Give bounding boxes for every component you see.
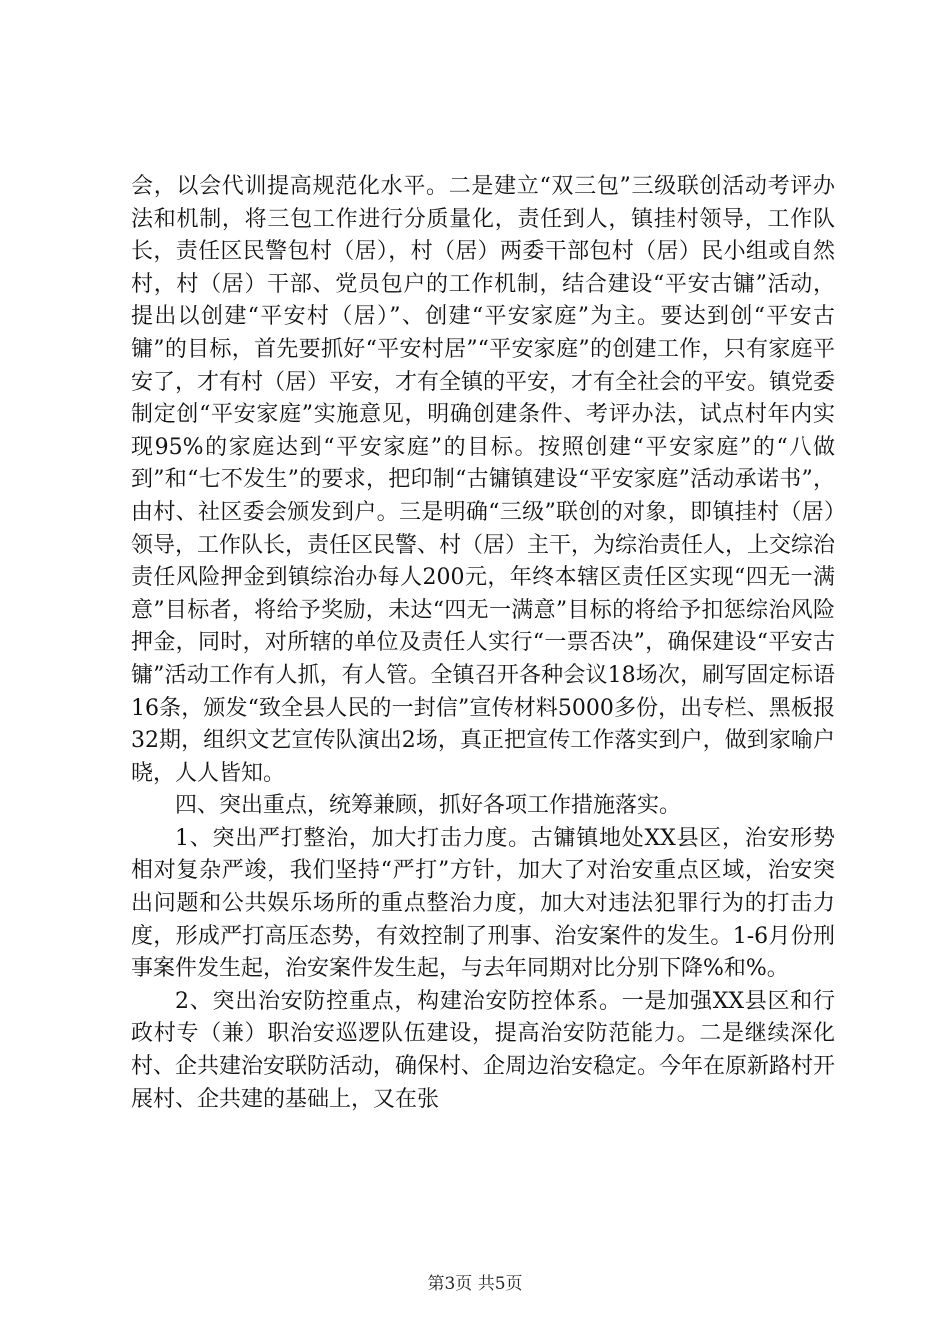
page-number-footer: 第3页 共5页	[427, 1274, 523, 1294]
paragraph-strike-hard: 1、突出严打整治，加大打击力度。古镛镇地处XX县区，治安形势相对复杂严竣，我们坚持“严打”方针，加大了对治安重点区域，治安突出问题和公共娱乐场所的重点整治力度，加大对违法犯罪行为的打击力度，形成严打高压态势，有效控制了刑事、治安案件的发生。1-6月份刑事案件发生起，治安案件发生起，与去年同期对比分别下降%和%。	[131, 825, 835, 982]
paragraph-continuation: 会，以会代训提高规范化水平。二是建立“双三包”三级联创活动考评办法和机制，将三包工作进行分质量化，责任到人，镇挂村领导，工作队长，责任区民警包村（居），村（居）两委干部包村（居）民小组或自然村，村（居）干部、党员包户的工作机制，结合建设“平安古镛”活动，提出以创建“平安村（居）”、创建“平安家庭”为主。要达到创“平安古镛”的目标，首先要抓好“平安村居”“平安家庭”的创建工作，只有家庭平安了，才有村（居）平安，才有全镇的平安，才有全社会的平安。镇党委制定创“平安家庭”实施意见，明确创建条件、考评办法，试点村年内实现95%的家庭达到“平安家庭”的目标。按照创建“平安家庭”的“八做到”和“七不发生”的要求，把印制“古镛镇建设“平安家庭”活动承诺书”，由村、社区委会颁发到户。三是明确“三级”联创的对象，即镇挂村（居）领导，工作队长，责任区民警、村（居）主干，为综治责任人，上交综治责任风险押金到镇综治办每人200元，年终本辖区责任区实现“四无一满意”目标者，将给予奖励，未达“四无一满意”目标的将给予扣惩综治风险押金，同时，对所辖的单位及责任人实行“一票否决”，确保建设“平安古镛”活动工作有人抓，有人管。全镇召开各种会议18场次，刷写固定标语16条，颁发“致全县人民的一封信”宣传材料5000多份，出专栏、黑板报32期，组织文艺宣传队演出2场，真正把宣传工作落实到户，做到家喻户晓，人人皆知。	[131, 174, 836, 786]
section-heading-four: 四、突出重点，统筹兼顾，抓好各项工作措施落实。	[175, 793, 682, 819]
paragraph-prevention-system: 2、突出治安防控重点，构建治安防控体系。一是加强XX县区和行政村专（兼）职治安巡逻队伍建设，提高治安防范能力。二是继续深化村、企共建治安联防活动，确保村、企周边治安稳定。今年在原新路村开展村、企共建的基础上，又在张	[131, 988, 836, 1112]
document-body	[131, 171, 835, 1116]
